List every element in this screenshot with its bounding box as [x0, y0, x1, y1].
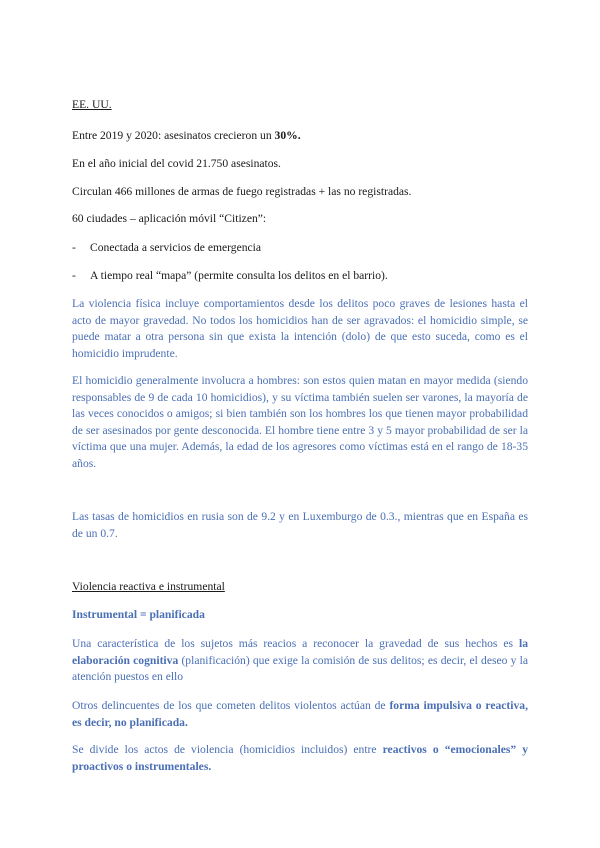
paragraph-violencia-fisica: La violencia física incluye comportamientos desde los delitos poco graves de lesiones hasta el acto de mayor gravedad. No todos los homicidios han de ser agravados: el homicidio simple, se puede matar a otra persona sin que exista la intención (dolo) de que esto suceda, como es el homicidio imprudente.	[72, 297, 528, 360]
para6-bold: reactivos o “emocionales” y proactivos o instrumentales.	[72, 743, 529, 773]
line-asesinatos-bold: 30%.	[274, 129, 301, 142]
line-ciudades: 60 ciudades – aplicación móvil “Citizen”:	[72, 212, 267, 225]
para4-text: Una característica de los sujetos más reacios a reconocer la gravedad de sus hechos es	[72, 637, 519, 650]
paragraph-homicidio-hombres: El homicidio generalmente involucra a hombres: son estos quien matan en mayor medida (siendo responsables de 9 de cada 10 homicidios), y su víctima también suelen ser varones, la mayoría de las veces conocidos o amigos; si bien también son los hombres los que tienen mayor probabilidad de ser asesinados por gente desconocida. El hombre tiene entre 3 y 5 mayor probabilidad de ser la víctima que una mujer. Además, la edad de los agresores como víctimas está en el rango de 18-35 años.	[72, 374, 528, 470]
bullet-dash: -	[72, 241, 76, 254]
line-asesinatos-text: Entre 2019 y 2020: asesinatos crecieron un	[72, 129, 275, 142]
heading-eeuu: EE. UU.	[72, 98, 112, 111]
paragraph-elaboracion-cognitiva	[72, 636, 528, 686]
para4-bold: la elaboración cognitiva	[72, 637, 528, 667]
paragraph-reactivos	[72, 742, 528, 775]
bullet-dash: -	[72, 269, 76, 282]
paragraph-impulsiva	[72, 698, 528, 731]
line-asesinatos	[72, 128, 528, 145]
bullet-item	[72, 268, 528, 285]
para5-bold: forma impulsiva o reactiva, es decir, no planificada.	[72, 699, 529, 729]
paragraph-tasas: Las tasas de homicidios en rusia son de 9.2 y en Luxemburgo de 0.3., mientras que en España es de un 0.7.	[72, 510, 528, 540]
line-armas: Circulan 466 millones de armas de fuego registradas + las no registradas.	[72, 185, 412, 198]
subsection-title-text: Instrumental = planificada	[72, 608, 205, 621]
para4-text-end: (planificación) que exige la comisión de sus delitos; es decir, el deseo y la atención puestos en ello	[72, 653, 528, 684]
subsection-title	[72, 607, 528, 624]
para6-text: Se divide los actos de violencia (homicidios incluidos) entre	[72, 743, 383, 756]
para5-text: Otros delincuentes de los que cometen delitos violentos actúan de	[72, 699, 390, 712]
section-title: Violencia reactiva e instrumental	[72, 580, 225, 593]
line-covid: En el año inicial del covid 21.750 asesinatos.	[72, 157, 281, 170]
bullet-text: Conectada a servicios de emergencia	[90, 241, 262, 254]
bullet-item	[72, 240, 528, 257]
bullet-text: A tiempo real “mapa” (permite consulta los delitos en el barrio).	[90, 269, 388, 282]
